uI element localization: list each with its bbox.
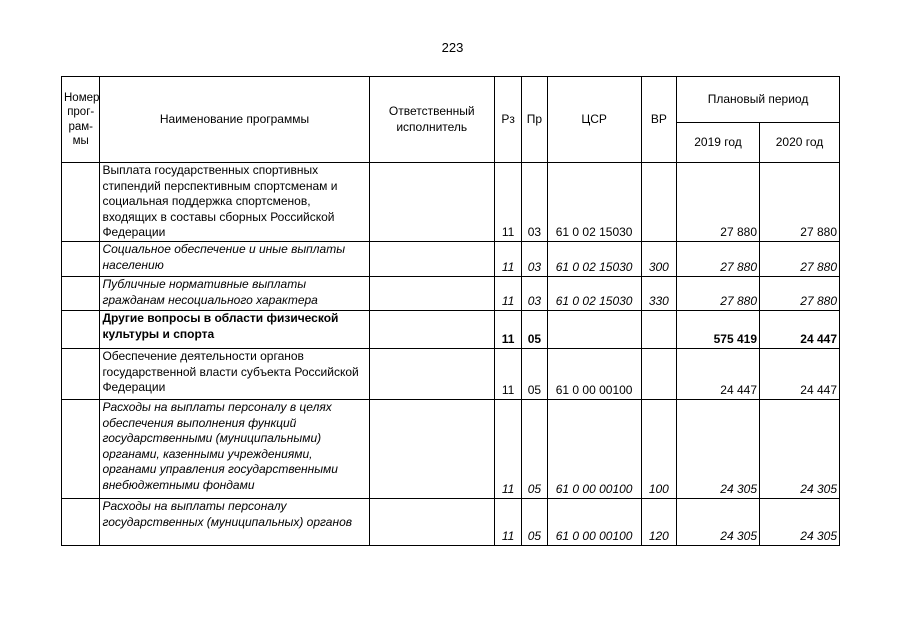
amount-2019-cell: 27 880 <box>677 242 760 277</box>
pr-cell: 05 <box>522 499 547 546</box>
vr-cell <box>641 163 676 242</box>
program-name-cell: Обеспечение деятельности органов государственной власти субъекта Российской Федерации <box>100 349 369 400</box>
executor-cell <box>369 349 494 400</box>
table-body <box>62 163 840 546</box>
amount-2019-cell: 24 447 <box>677 349 760 400</box>
program-name-cell: Расходы на выплаты персоналу государственных (муниципальных) органов <box>100 499 369 546</box>
rz-cell: 11 <box>494 400 521 499</box>
amount-2020-cell: 27 880 <box>760 242 840 277</box>
program-name-cell: Социальное обеспечение и иные выплаты населению <box>100 242 369 277</box>
page-number: 223 <box>441 40 464 55</box>
header-csr: ЦСР <box>547 77 641 163</box>
amount-2020-cell: 27 880 <box>760 163 840 242</box>
executor-cell <box>369 400 494 499</box>
program-name-cell: Расходы на выплаты персоналу в целях обеспечения выполнения функций государственными (муниципальными) органами, казенными учреждениями, органами управления государственными внебюджетными фондами <box>100 400 369 499</box>
vr-cell: 330 <box>641 277 676 311</box>
vr-cell <box>641 311 676 349</box>
amount-2020-cell: 24 305 <box>760 499 840 546</box>
program-name-cell: Публичные нормативные выплаты гражданам несоциального характера <box>100 277 369 311</box>
vr-cell: 300 <box>641 242 676 277</box>
header-year-2019: 2019 год <box>677 123 760 163</box>
header-planning-period: Плановый период <box>677 77 840 123</box>
program-name-cell: Выплата государственных спортивных стипендий перспективным спортсменам и социальная поддержка спортсменов, входящих в составы сборных Российской Федерации <box>100 163 369 242</box>
rz-cell: 11 <box>494 499 521 546</box>
amount-2019-cell: 27 880 <box>677 277 760 311</box>
program-number-cell <box>62 400 100 499</box>
csr-cell: 61 0 00 00100 <box>547 499 641 546</box>
vr-cell <box>641 349 676 400</box>
csr-cell: 61 0 02 15030 <box>547 163 641 242</box>
header-rz: Рз <box>494 77 521 163</box>
pr-cell: 05 <box>522 400 547 499</box>
executor-cell <box>369 311 494 349</box>
header-program-name: Наименование программы <box>100 77 369 163</box>
rz-cell: 11 <box>494 277 521 311</box>
executor-cell <box>369 163 494 242</box>
csr-cell: 61 0 02 15030 <box>547 242 641 277</box>
program-number-cell <box>62 163 100 242</box>
header-pr: Пр <box>522 77 547 163</box>
rz-cell: 11 <box>494 349 521 400</box>
vr-cell: 120 <box>641 499 676 546</box>
amount-2019-cell: 27 880 <box>677 163 760 242</box>
program-number-cell <box>62 277 100 311</box>
executor-cell <box>369 242 494 277</box>
program-number-cell <box>62 311 100 349</box>
program-number-cell <box>62 499 100 546</box>
executor-cell <box>369 499 494 546</box>
header-vr: ВР <box>641 77 676 163</box>
amount-2019-cell: 24 305 <box>677 499 760 546</box>
amount-2020-cell: 24 305 <box>760 400 840 499</box>
table-row <box>62 400 840 499</box>
rz-cell: 11 <box>494 311 521 349</box>
amount-2020-cell: 24 447 <box>760 311 840 349</box>
pr-cell: 03 <box>522 242 547 277</box>
amount-2019-cell: 575 419 <box>677 311 760 349</box>
csr-cell: 61 0 02 15030 <box>547 277 641 311</box>
amount-2019-cell: 24 305 <box>677 400 760 499</box>
header-program-number: Номер прог- рам- мы <box>62 77 100 163</box>
pr-cell: 03 <box>522 277 547 311</box>
rz-cell: 11 <box>494 242 521 277</box>
table-row <box>62 163 840 242</box>
header-year-2020: 2020 год <box>760 123 840 163</box>
table-row <box>62 349 840 400</box>
csr-cell: 61 0 00 00100 <box>547 400 641 499</box>
budget-table <box>61 76 840 546</box>
pr-cell: 05 <box>522 311 547 349</box>
csr-cell <box>547 311 641 349</box>
table-row <box>62 311 840 349</box>
amount-2020-cell: 27 880 <box>760 277 840 311</box>
program-number-cell <box>62 349 100 400</box>
program-number-cell <box>62 242 100 277</box>
program-name-cell: Другие вопросы в области физической культуры и спорта <box>100 311 369 349</box>
pr-cell: 03 <box>522 163 547 242</box>
vr-cell: 100 <box>641 400 676 499</box>
table-row <box>62 277 840 311</box>
table-header <box>62 77 840 163</box>
csr-cell: 61 0 00 00100 <box>547 349 641 400</box>
executor-cell <box>369 277 494 311</box>
pr-cell: 05 <box>522 349 547 400</box>
header-executor: Ответственный исполнитель <box>369 77 494 163</box>
rz-cell: 11 <box>494 163 521 242</box>
table-row <box>62 242 840 277</box>
amount-2020-cell: 24 447 <box>760 349 840 400</box>
table-row <box>62 499 840 546</box>
